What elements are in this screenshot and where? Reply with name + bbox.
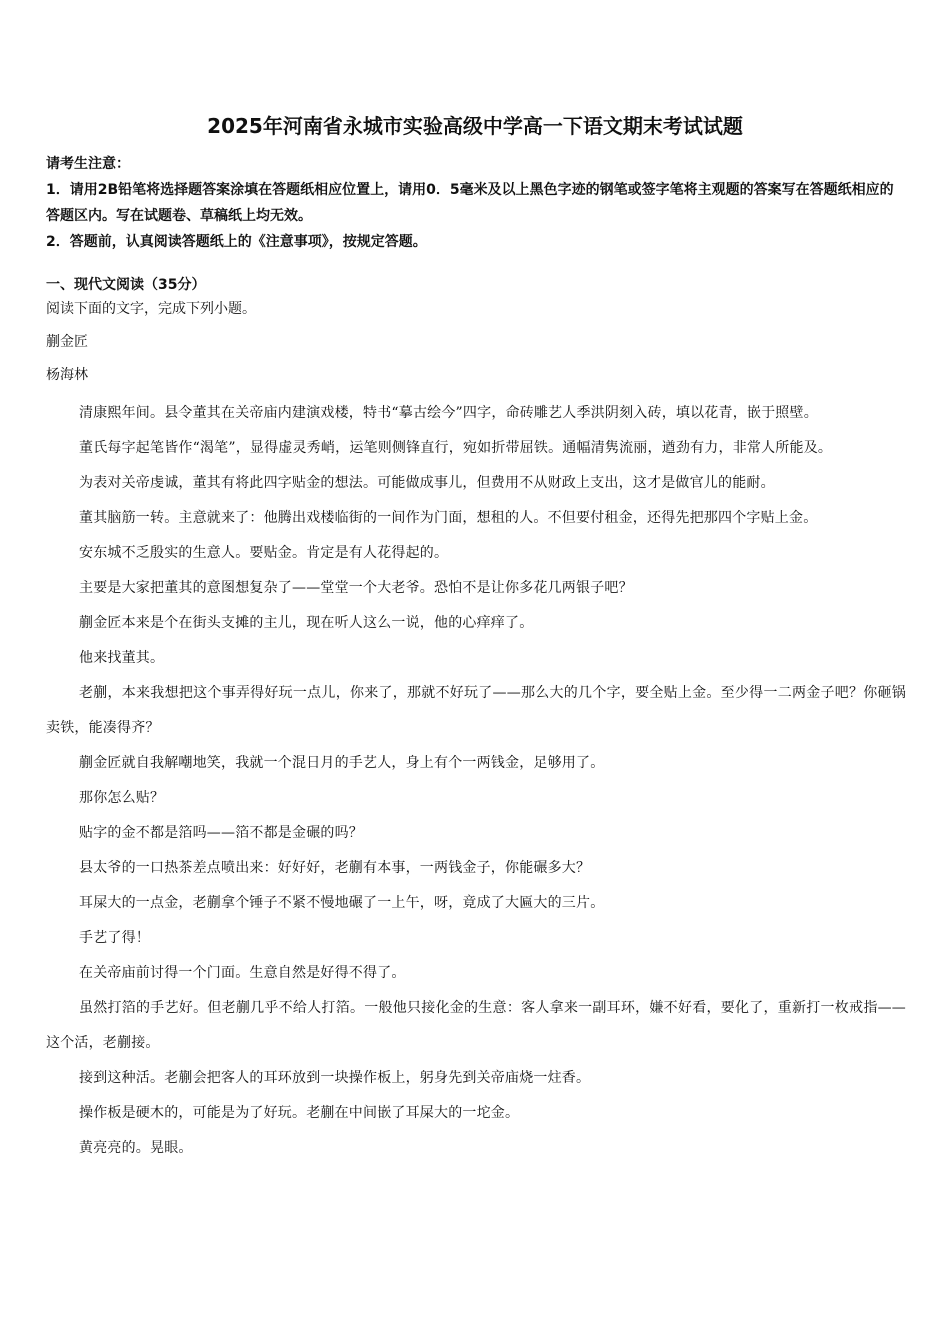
- reading-section: [46, 273, 906, 1166]
- article-paragraph: 县太爷的一口热茶差点喷出来：好好好，老蒯有本事，一两钱金子，你能碾多大？: [79, 860, 591, 876]
- article-paragraph: 蒯金匠就自我解嘲地笑，我就一个混日月的手艺人，身上有个一两钱金，足够用了。: [79, 755, 605, 771]
- article-paragraph: 虽然打箔的手艺好。但老蒯几乎不给人打箔。一般他只接化金的生意：客人拿来一副耳环，嫌不好看，要化了，重新打一枚戒指——这个活，老蒯接。: [46, 1000, 906, 1051]
- section-instruction: 阅读下面的文字，完成下列小题。: [46, 301, 256, 317]
- article-paragraph: 为表对关帝虔诚，董其有将此四字贴金的想法。可能做成事儿，但费用不从财政上支出，这才是做官儿的能耐。: [79, 475, 775, 491]
- section-heading: 一、现代文阅读（35分）: [46, 277, 206, 293]
- article-paragraph: 手艺了得！: [79, 930, 150, 946]
- article-title: 蒯金匠: [46, 334, 88, 350]
- article-paragraph: 耳屎大的一点金，老蒯拿个锤子不紧不慢地碾了一上午，呀，竟成了大匾大的三片。: [79, 895, 605, 911]
- article-paragraph: 黄亮亮的。晃眼。: [79, 1140, 193, 1156]
- article-paragraph: 老蒯，本来我想把这个事弄得好玩一点儿，你来了，那就不好玩了——那么大的几个字，要全贴上金。至少得一二两金子吧？你砸锅卖铁，能凑得齐？: [46, 685, 906, 736]
- article-body: [46, 396, 906, 1166]
- notice-item-2: 2．答题前，认真阅读答题纸上的《注意事项》，按规定答题。: [46, 234, 427, 250]
- article-paragraph: 安东城不乏殷实的生意人。要贴金。肯定是有人花得起的。: [79, 545, 449, 561]
- article-paragraph: 主要是大家把董其的意图想复杂了——堂堂一个大老爷。恐怕不是让你多花几两银子吧？: [79, 580, 633, 596]
- article-paragraph: 蒯金匠本来是个在街头支摊的主儿，现在听人这么一说，他的心痒痒了。: [79, 615, 534, 631]
- article-paragraph: 董其脑筋一转。主意就来了：他腾出戏楼临街的一间作为门面，想租的人。不但要付租金，还得先把那四个字贴上金。: [79, 510, 818, 526]
- article-paragraph: 接到这种活。老蒯会把客人的耳环放到一块操作板上，躬身先到关帝庙烧一炷香。: [79, 1070, 591, 1086]
- article-paragraph: 操作板是硬木的，可能是为了好玩。老蒯在中间嵌了耳屎大的一坨金。: [79, 1105, 520, 1121]
- page-title: 2025年河南省永城市实验高级中学高一下语文期末考试试题: [207, 114, 743, 138]
- exam-notice: [46, 151, 906, 255]
- article-paragraph: 那你怎么贴？: [79, 790, 165, 806]
- article-author: 杨海林: [46, 367, 88, 383]
- article-paragraph: 董氏每字起笔皆作“渴笔”，显得虚灵秀峭，运笔则侧锋直行，宛如折带屈铁。通幅清隽流丽，遒劲有力，非常人所能及。: [79, 440, 833, 456]
- notice-item-1: 1．请用2B铅笔将选择题答案涂填在答题纸相应位置上，请用0．5毫米及以上黑色字迹的钢笔或签字笔将主观题的答案写在答题纸相应的答题区内。写在试题卷、草稿纸上均无效。: [46, 182, 894, 224]
- notice-heading: 请考生注意：: [46, 156, 130, 172]
- article-paragraph: 贴字的金不都是箔吗——箔不都是金碾的吗？: [79, 825, 363, 841]
- article-paragraph: 他来找董其。: [79, 650, 165, 666]
- article-paragraph: 在关帝庙前讨得一个门面。生意自然是好得不得了。: [79, 965, 406, 981]
- article-paragraph: 清康熙年间。县令董其在关帝庙内建演戏楼，特书“摹古绘今”四字，命砖雕艺人季洪阴刻入砖，填以花青，嵌于照壁。: [79, 405, 818, 421]
